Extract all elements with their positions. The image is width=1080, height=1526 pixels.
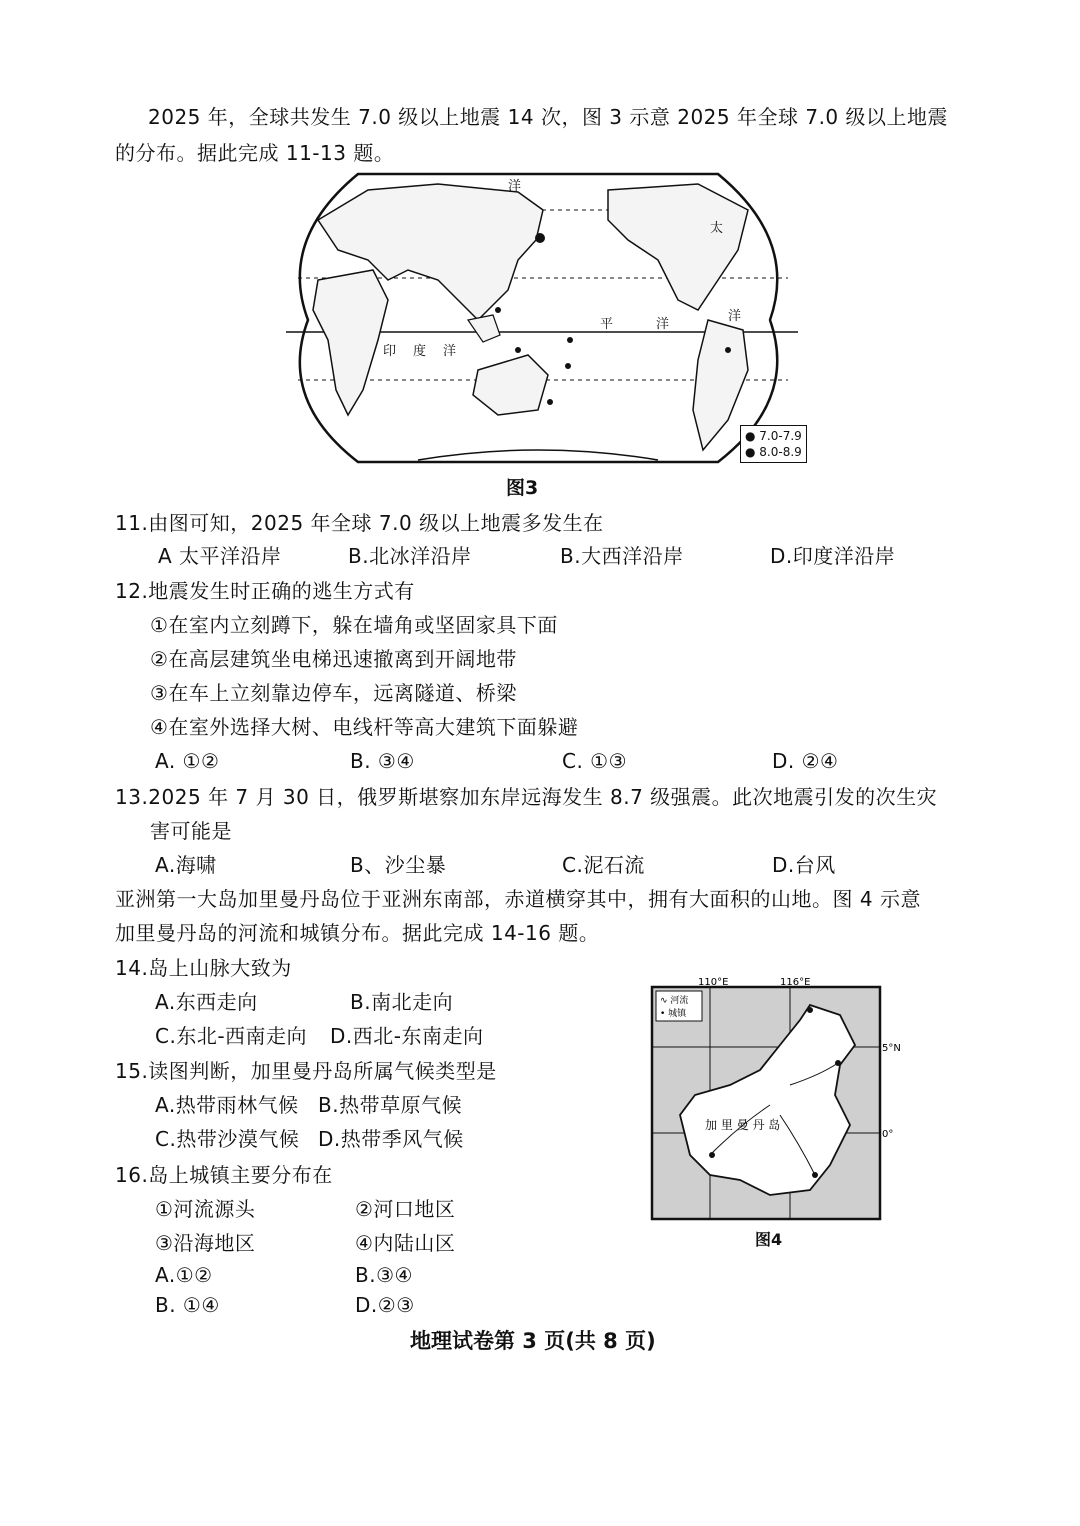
legend-item-large: ● 8.0-8.9 <box>745 445 802 459</box>
q12-option-a[interactable]: A. ①② <box>155 749 220 773</box>
intro-line-1: 2025 年，全球共发生 7.0 级以上地震 14 次，图 3 示意 2025 年全球 7.0 级以上地震 <box>148 105 949 129</box>
figure-3-caption: 图3 <box>506 477 539 499</box>
q15-option-c[interactable]: C.热带沙漠气候 <box>155 1127 300 1151</box>
map-label-atlantic: 洋 <box>728 309 742 324</box>
figure-4-borneo-map <box>650 975 901 1225</box>
q16-item-1: ①河流源头 <box>155 1197 256 1221</box>
lat-label-5n: 5°N <box>882 1043 901 1054</box>
q14-option-c[interactable]: C.东北-西南走向 <box>155 1024 308 1048</box>
q14-stem: 14.岛上山脉大致为 <box>115 956 292 980</box>
q11-option-d[interactable]: D.印度洋沿岸 <box>770 544 896 568</box>
q16-option-b[interactable]: B.③④ <box>355 1263 413 1287</box>
q13-option-a[interactable]: A.海啸 <box>155 853 217 877</box>
q11-option-c[interactable]: B.大西洋沿岸 <box>560 544 684 568</box>
q13-option-d[interactable]: D.台风 <box>772 853 836 877</box>
quake-marker-kamchatka <box>535 233 545 243</box>
q13-option-c[interactable]: C.泥石流 <box>562 853 645 877</box>
quake-marker <box>565 363 571 369</box>
town-marker <box>709 1152 715 1158</box>
town-marker <box>807 1007 813 1013</box>
q12-option-d[interactable]: D. ②④ <box>772 749 839 773</box>
borneo-map-graphic <box>650 975 901 1225</box>
map-label-yang: 洋 <box>656 317 670 332</box>
island-label: 加 里 曼 丹 岛 <box>705 1118 781 1132</box>
q16-item-4: ④内陆山区 <box>355 1231 456 1255</box>
page-footer: 地理试卷第 3 页(共 8 页) <box>410 1329 656 1353</box>
fig3-legend <box>740 425 807 463</box>
q13-option-b[interactable]: B、沙尘暴 <box>350 853 447 877</box>
q15-option-b[interactable]: B.热带草原气候 <box>318 1093 463 1117</box>
fig4-legend-river: ∿ 河流 <box>660 996 689 1006</box>
q11-stem: 11.由图可知，2025 年全球 7.0 级以上地震多发生在 <box>115 511 604 535</box>
map-label-tai: 太 <box>710 221 724 236</box>
q11-option-b[interactable]: B.北冰洋沿岸 <box>348 544 472 568</box>
q13-stem-line-1: 13.2025 年 7 月 30 日，俄罗斯堪察加东岸远海发生 8.7 级强震。此次地震引发的次生灾 <box>115 785 938 809</box>
q15-option-a[interactable]: A.热带雨林气候 <box>155 1093 299 1117</box>
fig4-legend-town: • 城镇 <box>660 1009 687 1019</box>
q14-option-b[interactable]: B.南北走向 <box>350 990 454 1014</box>
quake-marker <box>495 307 501 313</box>
town-marker <box>835 1060 841 1066</box>
lon-label-116e: 116°E <box>780 977 811 988</box>
q15-stem: 15.读图判断，加里曼丹岛所属气候类型是 <box>115 1059 497 1083</box>
map-label-ping: 平 <box>600 317 614 332</box>
quake-marker <box>725 347 731 353</box>
lon-label-110e: 110°E <box>698 977 729 988</box>
lat-label-0: 0° <box>882 1129 894 1140</box>
q14-option-d[interactable]: D.西北-东南走向 <box>330 1024 484 1048</box>
q12-option-b[interactable]: B. ③④ <box>350 749 415 773</box>
q12-stem: 12.地震发生时正确的逃生方式有 <box>115 579 415 603</box>
q12-item-1: ①在室内立刻蹲下，躲在墙角或坚固家具下面 <box>150 613 558 637</box>
figure-3-world-earthquake-map <box>278 170 808 470</box>
town-marker <box>812 1172 818 1178</box>
map-label-yang2: 洋 <box>443 344 457 359</box>
intro2-line-1: 亚洲第一大岛加里曼丹岛位于亚洲东南部，赤道横穿其中，拥有大面积的山地。图 4 示意 <box>115 887 921 911</box>
quake-marker <box>515 347 521 353</box>
q16-item-2: ②河口地区 <box>355 1197 456 1221</box>
q13-stem-line-2: 害可能是 <box>150 819 232 843</box>
q15-option-d[interactable]: D.热带季风气候 <box>318 1127 464 1151</box>
map-label-du: 度 <box>413 344 427 359</box>
map-label-ocean-arctic: 洋 <box>508 179 522 194</box>
figure-4-caption: 图4 <box>755 1230 783 1249</box>
intro-line-2: 的分布。据此完成 11-13 题。 <box>115 141 395 165</box>
q16-option-c[interactable]: B. ①④ <box>155 1293 220 1317</box>
world-map-graphic <box>278 170 808 470</box>
q12-item-4: ④在室外选择大树、电线杆等高大建筑下面躲避 <box>150 715 579 739</box>
q16-option-a[interactable]: A.①② <box>155 1263 213 1287</box>
q16-option-d[interactable]: D.②③ <box>355 1293 415 1317</box>
q12-item-3: ③在车上立刻靠边停车，远离隧道、桥梁 <box>150 681 517 705</box>
q14-option-a[interactable]: A.东西走向 <box>155 990 258 1014</box>
q11-option-a[interactable]: A 太平洋沿岸 <box>158 544 282 568</box>
quake-marker <box>547 399 553 405</box>
q12-option-c[interactable]: C. ①③ <box>562 749 628 773</box>
map-label-yin: 印 <box>383 344 397 359</box>
q16-item-3: ③沿海地区 <box>155 1231 256 1255</box>
q12-item-2: ②在高层建筑坐电梯迅速撤离到开阔地带 <box>150 647 517 671</box>
legend-item-small: ● 7.0-7.9 <box>745 429 802 443</box>
q16-stem: 16.岛上城镇主要分布在 <box>115 1163 333 1187</box>
quake-marker <box>567 337 573 343</box>
intro2-line-2: 加里曼丹岛的河流和城镇分布。据此完成 14-16 题。 <box>115 921 600 945</box>
